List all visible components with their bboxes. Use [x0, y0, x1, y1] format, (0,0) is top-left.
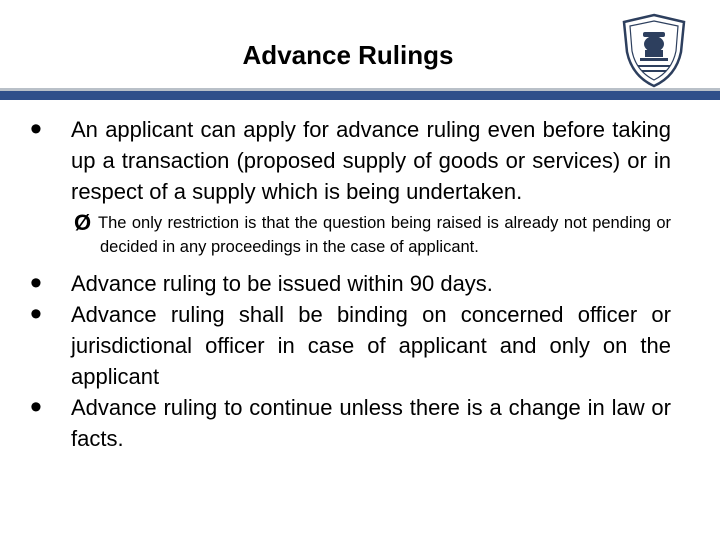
sub-bullet-item [74, 210, 671, 259]
bullet-item [28, 388, 671, 454]
bullet-dot: • [30, 388, 42, 426]
slide-body [28, 110, 671, 454]
bullet-dot: • [30, 295, 42, 333]
bullet-item [28, 295, 671, 392]
bullet-text: Advance ruling shall be binding on concerned officer or jurisdictional officer in case of applicant and only on the applicant [71, 302, 671, 389]
bullet-text: Advance ruling to be issued within 90 days. [71, 271, 493, 296]
bullet-dot: • [30, 110, 42, 148]
bullet-item [28, 110, 671, 207]
bullet-text: Advance ruling to continue unless there is a change in law or facts. [71, 395, 671, 451]
emblem-logo-icon [618, 12, 690, 90]
bullet-text: An applicant can apply for advance ruling even before taking up a transaction (proposed supply of goods or services) or in respect of a supply which is being undertaken. [71, 117, 671, 204]
bullet-item [28, 264, 671, 302]
bullet-dot: • [30, 264, 42, 302]
header-band-dark [0, 91, 720, 100]
sub-bullet-text: The only restriction is that the question being raised is already not pending or decided in any proceedings in the case of applicant. [98, 214, 671, 256]
page-title: Advance Rulings [242, 40, 454, 70]
arrow-bullet-icon: Ø [74, 210, 92, 235]
